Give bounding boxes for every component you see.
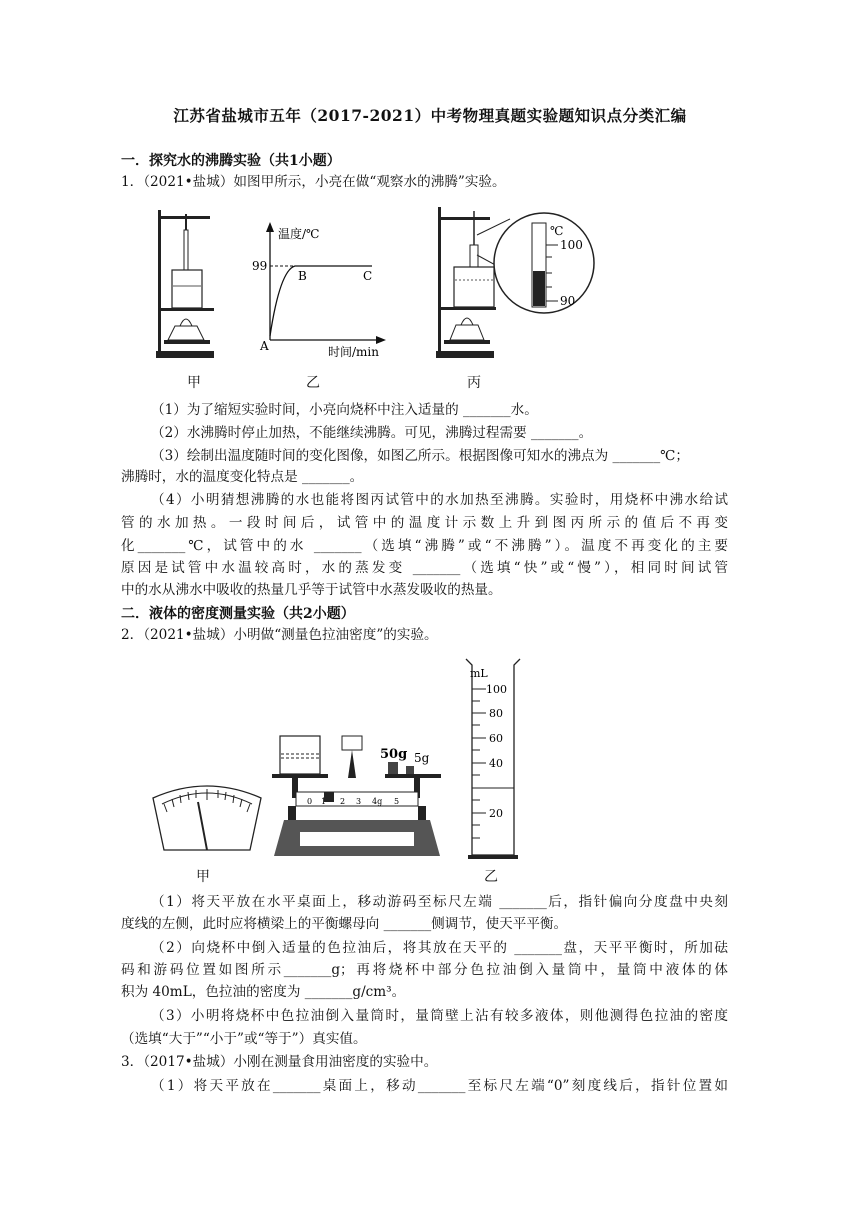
thermometer-mark-100: 100 bbox=[560, 238, 583, 252]
cylinder-unit: mL bbox=[470, 667, 488, 680]
rider-scale-1: 1 bbox=[321, 797, 327, 806]
figure-label-bing: 丙 bbox=[467, 375, 481, 391]
rider-scale-0: 0 bbox=[307, 797, 313, 806]
q2-part1: （1）将天平放在水平桌面上，移动游码至标尺左端 _______后，指针偏向分度盘中央刻 bbox=[151, 894, 728, 910]
figure-jia-balance-dial bbox=[150, 778, 265, 858]
cylinder-tick-80: 80 bbox=[489, 707, 503, 720]
weight-50g-label: 50g bbox=[380, 747, 408, 762]
rider-scale-2: 2 bbox=[340, 797, 346, 806]
q1-part2: （2）水沸腾时停止加热，不能继续沸腾。可见，沸腾过程需要 _______。 bbox=[151, 425, 593, 441]
graph-ylabel: 温度/℃ bbox=[278, 227, 320, 241]
graph-y-tick-99: 99 bbox=[252, 259, 268, 273]
thermometer-unit: ℃ bbox=[550, 224, 564, 238]
q3-part1: （1）将天平放在_______桌面上，移动_______至标尺左端“0”刻度线后，指针位置如 bbox=[151, 1078, 728, 1094]
q2-part2-line3: 积为 40mL，色拉油的密度为 _______g/cm³。 bbox=[121, 984, 406, 1000]
q1-part3-cont: 沸腾时，水的温度变化特点是 _______。 bbox=[121, 469, 364, 485]
figure-label-yi: 乙 bbox=[306, 375, 320, 391]
q1-part1: （1）为了缩短实验时间，小亮向烧杯中注入适量的 _______水。 bbox=[151, 402, 538, 418]
figure2-label-jia: 甲 bbox=[196, 869, 210, 885]
rider-scale-3: 3 bbox=[356, 797, 362, 806]
figure-yi-graduated-cylinder bbox=[462, 655, 522, 860]
thermometer-mark-90: 90 bbox=[560, 294, 576, 308]
figure-balance-scale bbox=[270, 730, 445, 860]
q1-part3: （3）绘制出温度随时间的变化图像，如图乙所示。根据图像可知水的沸点为 _______℃； bbox=[151, 448, 689, 464]
cylinder-tick-20: 20 bbox=[489, 807, 503, 820]
figure-jia-boiling-setup bbox=[150, 208, 220, 363]
q2-part3-cont: （选填“大于”“小于”或“等于”）真实值。 bbox=[121, 1031, 367, 1047]
cylinder-tick-40: 40 bbox=[489, 757, 503, 770]
graph-point-a: A bbox=[260, 339, 269, 353]
section-heading-boiling: 一．探究水的沸腾实验（共1小题） bbox=[121, 153, 341, 169]
q1-part4: （4）小明猜想沸腾的水也能将图丙试管中的水加热至沸腾。实验时，用烧杯中沸水给试 bbox=[151, 492, 728, 508]
q2-part3: （3）小明将烧杯中色拉油倒入量筒时，量筒壁上沾有较多液体，则他测得色拉油的密度 bbox=[151, 1008, 728, 1024]
graph-point-b: B bbox=[298, 269, 307, 283]
q1-part4-line5: 中的水从沸水中吸收的热量几乎等于试管中水蒸发吸收的热量。 bbox=[121, 582, 502, 598]
weight-5g-label: 5g bbox=[414, 751, 430, 765]
figure2-label-yi: 乙 bbox=[484, 869, 498, 885]
question-1-intro: 1．（2021•盐城）如图甲所示，小亮在做“观察水的沸腾”实验。 bbox=[121, 174, 506, 190]
figure-label-jia: 甲 bbox=[187, 375, 201, 391]
section-heading-density: 二．液体的密度测量实验（共2小题） bbox=[121, 606, 355, 622]
q2-part2: （2）向烧杯中倒入适量的色拉油后，将其放在天平的 _______盘，天平平衡时，所加砝 bbox=[151, 940, 728, 956]
q1-part4-line4: 原因是试管中水温较高时，水的蒸发变 _______（选填“快”或“慢”），相同时间试管 bbox=[121, 560, 728, 576]
figure-yi-temperature-graph bbox=[250, 218, 390, 363]
question-2-intro: 2．（2021•盐城）小明做“测量色拉油密度”的实验。 bbox=[121, 627, 438, 643]
graph-xlabel: 时间/min bbox=[328, 345, 379, 359]
cylinder-tick-60: 60 bbox=[489, 732, 503, 745]
q1-part4-line2: 管的水加热。一段时间后，试管中的温度计示数上升到图丙所示的值后不再变 bbox=[121, 515, 728, 531]
question-3-intro: 3．（2017•盐城）小刚在测量食用油密度的实验中。 bbox=[121, 1054, 438, 1070]
q2-part2-line2: 码和游码位置如图所示_______g；再将烧杯中部分色拉油倒入量筒中，量筒中液体的体 bbox=[121, 962, 728, 978]
page-title: 江苏省盐城市五年（2017-2021）中考物理真题实验题知识点分类汇编 bbox=[173, 106, 687, 125]
graph-point-c: C bbox=[363, 269, 373, 283]
q1-part4-line3: 化_______℃，试管中的水 _______（选填“沸腾”或“不沸腾”）。温度不再变化的主要 bbox=[121, 538, 728, 554]
cylinder-tick-100: 100 bbox=[486, 683, 507, 696]
q2-part1-cont: 度线的左侧，此时应将横梁上的平衡螺母向 _______侧调节，使天平平衡。 bbox=[121, 916, 568, 932]
figure-bing-test-tube-setup bbox=[432, 205, 602, 365]
rider-scale-4g: 4g bbox=[372, 797, 383, 806]
rider-scale-5: 5 bbox=[394, 797, 400, 806]
